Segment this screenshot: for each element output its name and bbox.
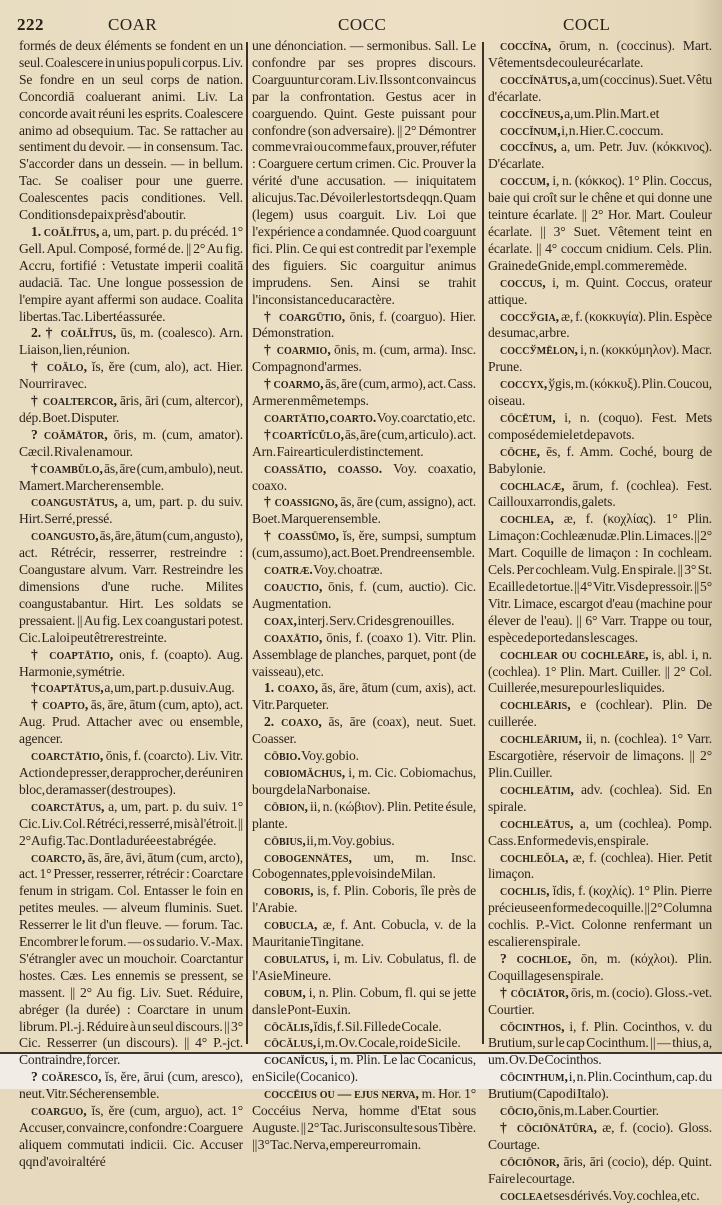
headword: cobucla, xyxy=(264,917,318,933)
dictionary-entry xyxy=(19,748,243,799)
headword: cōbion, xyxy=(264,798,308,814)
definition-text: ii, n. (κώβιον). Plin. Petite ésule, plante. xyxy=(252,798,476,831)
dictionary-entry xyxy=(19,325,243,359)
dictionary-entry xyxy=(488,444,712,478)
dictionary-entry xyxy=(19,38,243,224)
dictionary-entry xyxy=(252,833,476,850)
dictionary-entry xyxy=(19,461,243,495)
headword: coangustātus, xyxy=(31,494,118,510)
definition-text: ās, āre (cum, assigno), act. Boet. Marquer ensemble. xyxy=(252,494,476,527)
definition-text: ōnis, m. Laber. Courtier. xyxy=(537,1103,659,1119)
definition-text: a, um, part. p. du suiv. Aug. xyxy=(103,680,235,696)
headword: coccĭnum, xyxy=(500,122,561,138)
dictionary-entry xyxy=(488,1154,712,1188)
headword: coassātio, coasso. xyxy=(264,460,383,476)
definition-text: i, n. (coquo). Fest. Mets composé de miel et de pavots. xyxy=(488,409,712,442)
dictionary-entry xyxy=(252,714,476,748)
headword: coarctātio, xyxy=(31,748,104,764)
headword: coccўmēlon, xyxy=(500,342,578,358)
headword: coartātio, coarto. xyxy=(264,409,377,425)
headword: coccĭneus, xyxy=(500,105,564,121)
headword: † cōciātor, xyxy=(500,984,569,1000)
definition-text: ōrum, n. (coccinus). Mart. Vêtements de couleur écarlate. xyxy=(488,38,712,70)
definition-text: i, n. Plin. Cobum, fl. qui se jette dans le Pont-Euxin. xyxy=(252,984,476,1017)
dictionary-entry xyxy=(488,106,712,123)
definition-text: æ, f. (cocio). Gloss. Courtage. xyxy=(488,1120,713,1152)
definition-text: i, n. (κοκκύμηλον). Macr. Prune. xyxy=(488,342,712,375)
dictionary-entry xyxy=(488,511,712,646)
definition-text: is, f. Plin. Coboris, île près de l'Arabie. xyxy=(252,883,476,916)
definition-text: ĭdis, f. Sil. Fille de Cocale. xyxy=(312,1018,442,1034)
dictionary-entry xyxy=(252,1019,476,1036)
dictionary-entry xyxy=(488,647,712,698)
dictionary-entry xyxy=(252,799,476,833)
definition-text: ās, āre (cum, armo), act. Cass. Armer en même temps. xyxy=(252,376,476,409)
dictionary-entry xyxy=(19,647,243,681)
headword: cochleārium, xyxy=(500,731,582,747)
headword: † cōciōnātūra, xyxy=(500,1120,597,1135)
page-number: 222 xyxy=(17,15,44,34)
headword: cochleāris, xyxy=(500,697,571,713)
definition-text: æ, f. (cochlea). Hier. Petit limaçon. xyxy=(488,849,712,882)
dictionary-entry xyxy=(252,342,476,376)
dictionary-entry xyxy=(488,1120,712,1154)
definition-text: onis, f. (coapto). Aug. Harmonie, symétrie. xyxy=(19,646,243,679)
headword: † coarmo, xyxy=(264,376,324,392)
dictionary-entry xyxy=(488,731,712,782)
dictionary-entry xyxy=(252,494,476,528)
definition-text: a, um, part. p. du suiv. 1° Cic. Liv. Col. Rétréci, resserré, mis à l'étroit. || 2° Au fig. Tac. Dont la durée est abrégée. xyxy=(19,798,243,848)
dictionary-entry xyxy=(19,680,243,697)
headword: cobiomăchus, xyxy=(264,764,346,780)
definition-text: i, m. Quint. Coccus, orateur attique. xyxy=(488,274,712,307)
dictionary-entry xyxy=(488,1188,712,1205)
definition-text: interj. Serv. Cri des grenouilles. xyxy=(296,612,455,628)
headword: † coaptātio, xyxy=(31,646,114,662)
dictionary-entry xyxy=(252,613,476,630)
dictionary-entry xyxy=(488,816,712,850)
dictionary-entry xyxy=(488,309,712,343)
headword: † coarmio, xyxy=(264,342,331,358)
definition-text: ўgis, m. (κόκκυξ). Plin. Coucou, oiseau. xyxy=(488,376,712,409)
definition-text: āris, āri (cocio), dép. Quint. Faire le courtage. xyxy=(488,1153,712,1186)
headword: 2. coaxo, xyxy=(264,714,322,730)
definition-text: um, m. Insc. Cobogennates, pple voisin de Milan. xyxy=(252,849,476,882)
headword: cōcălus, xyxy=(264,1035,317,1051)
definition-text: ōnis, f. (coarcto). Liv. Vitr. Action de presser, de rapprocher, de réunir en bloc, de ramasser (des troupes). xyxy=(19,748,243,797)
dictionary-entry xyxy=(19,1069,243,1103)
definition-text: Voy. coarctatio, etc. xyxy=(376,409,476,425)
definition-text: a, um. Petr. Juv. (κόκκινος). D'écarlate. xyxy=(488,139,712,172)
dictionary-entry xyxy=(488,697,712,731)
definition-text: i, m. Ov. Cocale, roi de Sicile. xyxy=(316,1035,461,1051)
dictionary-entry xyxy=(19,224,243,325)
definition-text: ōris, m. (cum, amator). Cæcil. Rival en amour. xyxy=(19,426,243,459)
definition-text: e (cochlear). Plin. De cuillerée. xyxy=(488,697,712,730)
headword: coccēius ou — ejus nerva, xyxy=(264,1086,419,1102)
definition-text: et ses dérivés. Voy. cochlea, etc. xyxy=(542,1187,700,1203)
definition-text: a, um (cochlea). Pomp. Cass. En forme de vis, en spirale. xyxy=(488,815,712,848)
definition-text: i, n. Hier. C. coccum. xyxy=(560,122,664,138)
definition-text: ūs, m. (coalesco). Arn. Liaison, lien, réunion. xyxy=(19,325,243,358)
headword: cōche, xyxy=(500,443,541,459)
definition-text: a, um, part. p. du précéd. 1° Gell. Apul. Composé, formé de. || 2° Au fig. Accru, fortifié : Vetustate imperii coalitā audaciā. Tac. Une longue possession de l'empire ayant affermi son audace. Coalita libertas. Tac. Liberté assurée. xyxy=(19,223,243,324)
headword: cocanĭcus, xyxy=(264,1052,328,1068)
dictionary-entry xyxy=(252,917,476,951)
dictionary-entry xyxy=(488,1019,712,1070)
headword: coaxātio, xyxy=(264,629,323,645)
dictionary-entry xyxy=(252,427,476,461)
headword: cochleātim, xyxy=(500,781,574,797)
dictionary-entry xyxy=(252,1052,476,1086)
dictionary-entry xyxy=(488,782,712,816)
dictionary-entry xyxy=(252,1086,476,1154)
definition-text: ās, āre, ātum (cum, apto), act. Aug. Prud. Attacher avec ou ensemble, agencer. xyxy=(19,697,243,747)
dictionary-entry xyxy=(252,309,476,343)
definition-text: ii, m. Voy. gobius. xyxy=(305,832,395,848)
dictionary-entry xyxy=(488,410,712,444)
dictionary-entry xyxy=(19,697,243,748)
definition-text: ĭs, ĕre (cum, arguo), act. 1° Accuser, convaincre, confondre : Coarguere aliquem commutati indicii. Cic. Accuser qqn d'avoir altéré xyxy=(19,1103,243,1169)
column-divider xyxy=(482,42,484,1044)
dictionary-entry xyxy=(488,985,712,1019)
dictionary-entry xyxy=(488,478,712,512)
definition-text: ōnis, f. (coaxo 1). Vitr. Plin. Assemblage de planches, parquet, pont (de vaisseau), etc. xyxy=(252,629,476,679)
dictionary-entry xyxy=(252,1035,476,1052)
headword: † coartĭcŭlo, xyxy=(264,426,345,442)
dictionary-entry xyxy=(19,494,243,528)
definition-text: adv. (cochlea). Sid. En spirale. xyxy=(488,781,712,814)
headword: † coaltercor, xyxy=(31,393,118,409)
dictionary-entry xyxy=(252,850,476,884)
headword: cōbius, xyxy=(264,832,306,848)
definition-text: ōnis, m. (cum, arma). Insc. Compagnon d'armes. xyxy=(252,342,476,375)
dictionary-entry xyxy=(252,461,476,495)
definition-text: ēs, f. Amm. Coché, bourg de Babylonie. xyxy=(488,443,712,476)
dictionary-entry xyxy=(488,275,712,309)
dictionary-entry xyxy=(488,376,712,410)
dictionary-entry xyxy=(252,630,476,681)
dictionary-entry xyxy=(19,528,243,646)
dictionary-entry xyxy=(19,1103,243,1171)
headword: coarguo, xyxy=(31,1103,87,1119)
dictionary-entry xyxy=(252,376,476,410)
dictionary-entry xyxy=(488,883,712,951)
definition-text: āris, āri (cum, altercor), dép. Boet. Disputer. xyxy=(19,393,243,425)
definition-text: m. Hor. 1° Coccéius Nerva, homme d'Etat sous Auguste. || 2° Tac. Jurisconsulte sous Tibère. || 3° Tac. Nerva, empereur romain. xyxy=(252,1086,477,1152)
definition-text: ĭs, ĕre, ārui (cum, aresco), neut. Vitr. Sécher ensemble. xyxy=(19,1069,243,1102)
headword: cōcălis, xyxy=(264,1018,313,1034)
definition-text: ās, āre, ātum (cum, axis), act. Vitr. Parqueter. xyxy=(252,680,476,713)
definition-text: ĭs, ĕre (cum, alo), act. Hier. Nourrir avec. xyxy=(19,359,243,392)
headword: † coălo, xyxy=(31,359,87,375)
headword: cochleātus, xyxy=(500,815,574,831)
headword: 1. coaxo, xyxy=(264,680,319,696)
dictionary-entry xyxy=(19,427,243,461)
dictionary-entry xyxy=(488,850,712,884)
dictionary-entry xyxy=(488,72,712,106)
headword: coangusto, xyxy=(31,528,99,544)
headword: cōciōnor, xyxy=(500,1153,560,1169)
dictionary-entry xyxy=(488,139,712,173)
column-2 xyxy=(252,38,476,1154)
guide-word-center: COCC xyxy=(338,15,387,34)
guide-word-left: COAR xyxy=(108,15,158,34)
headword: cobum, xyxy=(264,984,306,1000)
headword: † coassūmo, xyxy=(264,528,340,544)
definition-text: une dénonciation. — sermonibus. Sall. Le confondre par ses propres discours. Coarguuntur coram. Liv. Ils sont convaincus par la confrontation. Gestus acer in coarguendo. Quint. Geste puissant pour confondre (son adversaire). || 2° Démontrer comme vrai ou comme faux, prouver, réfuter : Coarguere certum crimen. Cic. Prouver la vérité d'une accusation. — iniquitatem alicujus. Tac. Dévoiler les torts de qqn. Quam (legem) usus coarguit. Liv. Loi que l'expérience a condamnée. Quod coarguunt fici. Plin. Ce qui est contredit par l'exemple des figuiers. Sic coarguitur animus imprudens. Sen. Ainsi se trahit l'inconsistance du caractère. xyxy=(252,38,476,307)
dictionary-entry xyxy=(19,799,243,850)
headword: cōcinthum, xyxy=(500,1069,568,1085)
definition-text: æ, f. (κοκκυγία). Plin. Espèce de sumac, arbre. xyxy=(488,308,712,341)
dictionary-entry xyxy=(252,985,476,1019)
headword: cobulatus, xyxy=(264,950,329,966)
headword: cochlacæ, xyxy=(500,477,565,493)
definition-text: i, n. Plin. Cocinthum, cap. du Brutium (Capo di Italo). xyxy=(488,1069,712,1102)
headword: cōcio, xyxy=(500,1103,538,1119)
definition-text: Voy. gobio. xyxy=(300,748,359,764)
headword: ? coămātor, xyxy=(31,426,108,442)
headword: coccum, xyxy=(500,173,550,189)
headword: coauctio, xyxy=(264,579,323,594)
dictionary-entry xyxy=(19,850,243,1070)
definition-text: i, n. (κόκκος). 1° Plin. Coccus, baie qui croît sur le chêne et qui donne une teinture écarlate. || 2° Hor. Mart. Couleur écarlate. || 3° Suet. Vêtement teint en écarlate. || 4° coccum cnidium. Cels. Plin. Graine de Gnide, empl. comme remède. xyxy=(488,173,712,273)
definition-text: ōnis, f. (cum, auctio). Cic. Augmentation. xyxy=(252,579,476,611)
headword: coccĭna, xyxy=(500,38,552,53)
dictionary-entry xyxy=(252,883,476,917)
dictionary-entry xyxy=(252,528,476,562)
dictionary-entry xyxy=(488,38,712,72)
definition-text: i, m. Plin. Le lac Cocanicus, en Sicile (Cocanico). xyxy=(252,1052,476,1085)
definition-text: a, um. Plin. Mart. et xyxy=(563,105,660,121)
definition-text: a, um, part. p. du suiv. Hirt. Serré, pressé. xyxy=(19,494,243,527)
definition-text: ārum, f. (cochlea). Fest. Cailloux arrondis, galets. xyxy=(488,477,712,510)
definition-text: formés de deux éléments se fondent en un seul. Coalescere in unius populi corpus. Liv. Se fondre en un seul corps de nation. Concordiā coaluerant animi. Liv. La concorde avait réuni les esprits. Coalescere animo ad obsequium. Tac. Se rattacher au sentiment du devoir. — in consensum. Tac. S'accorder dans un dessein. — in bellum. Tac. Se coaliser pour une guerre. Coalescentes pacis conditiones. Vell. Conditions de paix près d'aboutir. xyxy=(19,38,243,223)
definition-text: ās, āre (cum, articulo). act. Arn. Faire articuler distinctement. xyxy=(252,426,476,459)
definition-text: i, f. Plin. Cocinthos, v. du Brutium, sur le cap Cocinthum. || — thius, a, um. Ov. De Cocinthos. xyxy=(488,1018,712,1068)
definition-text: ās, āre, ātum (cum, angusto), act. Rétrécir, resserrer, restreindre : Coangustare alvum. Varr. Restreindre les dimensions d'une ruche. Milites coangustabantur. Hirt. Les soldats se pressaient. || Au fig. Lex coangustari potest. Cic. La loi peut être restreinte. xyxy=(19,528,243,645)
headword: coax, xyxy=(264,612,297,628)
headword: coatræ. xyxy=(264,562,313,578)
definition-text: ās, āre, āvi, ātum (cum, arcto), act. 1° Presser, resserrer, rétrécir : Coarctare fenum in strigam. Col. Entasser le foin en petites meules. — alveum fluminis. Suet. Resserrer le lit d'un fleuve. — forum. Tac. Encombrer le forum. — os sudario. V.-Max. S'étrangler avec un mouchoir. Coarctantur hostes. Cæs. Les ennemis se pressent, se massent. || 2° Au fig. Liv. Suet. Réduire, abréger (la durée) : Coarctare in unum librum. Pl.-j. Réduire à un seul discours. || 3° Cic. Resserrer (un discours). || 4° P.-jct. Contraindre, forcer. xyxy=(19,849,243,1068)
headword: † coargūtio, xyxy=(264,308,346,324)
dictionary-entry xyxy=(252,951,476,985)
headword: ? cochloe, xyxy=(500,950,572,966)
definition-text: ōris, m. (cocio). Gloss.-vet. Courtier. xyxy=(488,984,712,1017)
definition-text: is, abl. i, n. (cochlea). 1° Plin. Mart. Cuiller. || 2° Col. Cuillerée, mesure pour les liquides. xyxy=(488,646,712,696)
headword: coccus, xyxy=(500,274,546,290)
definition-text: ās, āre (cum, ambulo), neut. Mamert. Marcher ensemble. xyxy=(19,460,244,493)
headword: † coambŭlo, xyxy=(31,460,103,476)
headword: coarcto, xyxy=(31,849,86,865)
definition-text: ii, n. (cochlea). 1° Varr. Escargotière, réservoir de limaçons. || 2° Plin. Cuiller. xyxy=(488,731,712,780)
dictionary-entry xyxy=(252,748,476,765)
headword: coarctātus, xyxy=(31,798,105,814)
headword: cochlear ou cochleāre, xyxy=(500,646,649,662)
definition-text: æ, f. Ant. Cobucla, v. de la Mauritanie Tingitane. xyxy=(252,917,476,950)
definition-text: ōn, m. (κόχλοι). Plin. Coquillages en spirale. xyxy=(488,950,712,983)
dictionary-entry xyxy=(252,765,476,799)
definition-text: æ, f. (κοχλίας). 1° Plin. Limaçon : Cochleæ nudæ. Plin. Limaces. || 2° Mart. Coquille de limaçon : In cochleam. Cels. Per cochleam. Vulg. En spirale. || 3° St. Ecaille de tortue. || 4° Vitr. Vis de pressoir. || 5° Vitr. Limace, escargot d'eau (machine pour élever de l'eau). || 6° Varr. Trappe ou tour, espèce de porte dans les cages. xyxy=(488,511,712,645)
definition-text: ās, āre (coax), neut. Suet. Coasser. xyxy=(252,714,476,747)
headword: cochleŏla, xyxy=(500,849,569,865)
headword: coccўgia, xyxy=(500,308,560,324)
dictionary-entry xyxy=(252,579,476,613)
headword: coboris, xyxy=(264,883,314,899)
headword: coccyx, xyxy=(500,376,548,392)
headword: cochlis, xyxy=(500,883,550,899)
dictionary-entry xyxy=(488,123,712,140)
definition-text: i, m. Liv. Cobulatus, fl. de l'Asie Mineure. xyxy=(252,950,476,983)
headword: † coassigno, xyxy=(264,494,339,510)
dictionary-entry xyxy=(488,1069,712,1103)
dictionary-entry xyxy=(19,393,243,427)
guide-word-right: COCL xyxy=(563,15,611,34)
dictionary-entry xyxy=(488,1103,712,1120)
dictionary-entry xyxy=(252,410,476,427)
dictionary-entry xyxy=(488,173,712,274)
headword: coclea xyxy=(500,1187,543,1203)
column-divider xyxy=(246,42,248,1044)
dictionary-entry xyxy=(252,680,476,714)
headword: ? coăresco, xyxy=(31,1069,102,1085)
headword: cōcētum, xyxy=(500,409,556,425)
headword: cochlea, xyxy=(500,511,554,527)
dictionary-entry xyxy=(488,951,712,985)
headword: cōbio. xyxy=(264,748,301,764)
dictionary-entry xyxy=(252,562,476,579)
headword: coccĭnus, xyxy=(500,139,557,155)
definition-text: a, um (coccinus). Suet. Vêtu d'écarlate. xyxy=(488,71,712,104)
definition-text: ĭdis, f. (κοχλίς). 1° Plin. Pierre précieuse en forme de coquille. || 2° Columna cochlis. P.-Vict. Colonne renfermant un escalier en spirale. xyxy=(488,883,712,950)
headword: 1. coălĭtus, xyxy=(31,223,100,239)
definition-text: Voy. coaxatio, coaxo. xyxy=(252,460,477,493)
headword: 2. † coălĭtus, xyxy=(31,325,117,341)
column-1 xyxy=(19,38,243,1171)
dictionary-entry xyxy=(19,359,243,393)
definition-text: Voy. choatræ. xyxy=(312,562,383,578)
headword: † coaptātus, xyxy=(31,680,104,696)
definition-text: i, m. Cic. Cobiomachus, bourg de la Narbonaise. xyxy=(252,764,476,797)
dictionary-entry xyxy=(252,38,476,309)
definition-text: ōnis, f. (coarguo). Hier. Démonstration. xyxy=(252,308,477,341)
headword: † coapto, xyxy=(31,697,89,713)
headword: cobogennātes, xyxy=(264,849,352,865)
headword: cŏcinthos, xyxy=(500,1018,565,1034)
headword: coccĭnātus, xyxy=(500,71,571,87)
dictionary-entry xyxy=(488,342,712,376)
definition-text: ĭs, ĕre, sumpsi, sumptum (cum, assumo), act. Boet. Prendre ensemble. xyxy=(252,528,476,561)
column-3 xyxy=(488,38,712,1205)
